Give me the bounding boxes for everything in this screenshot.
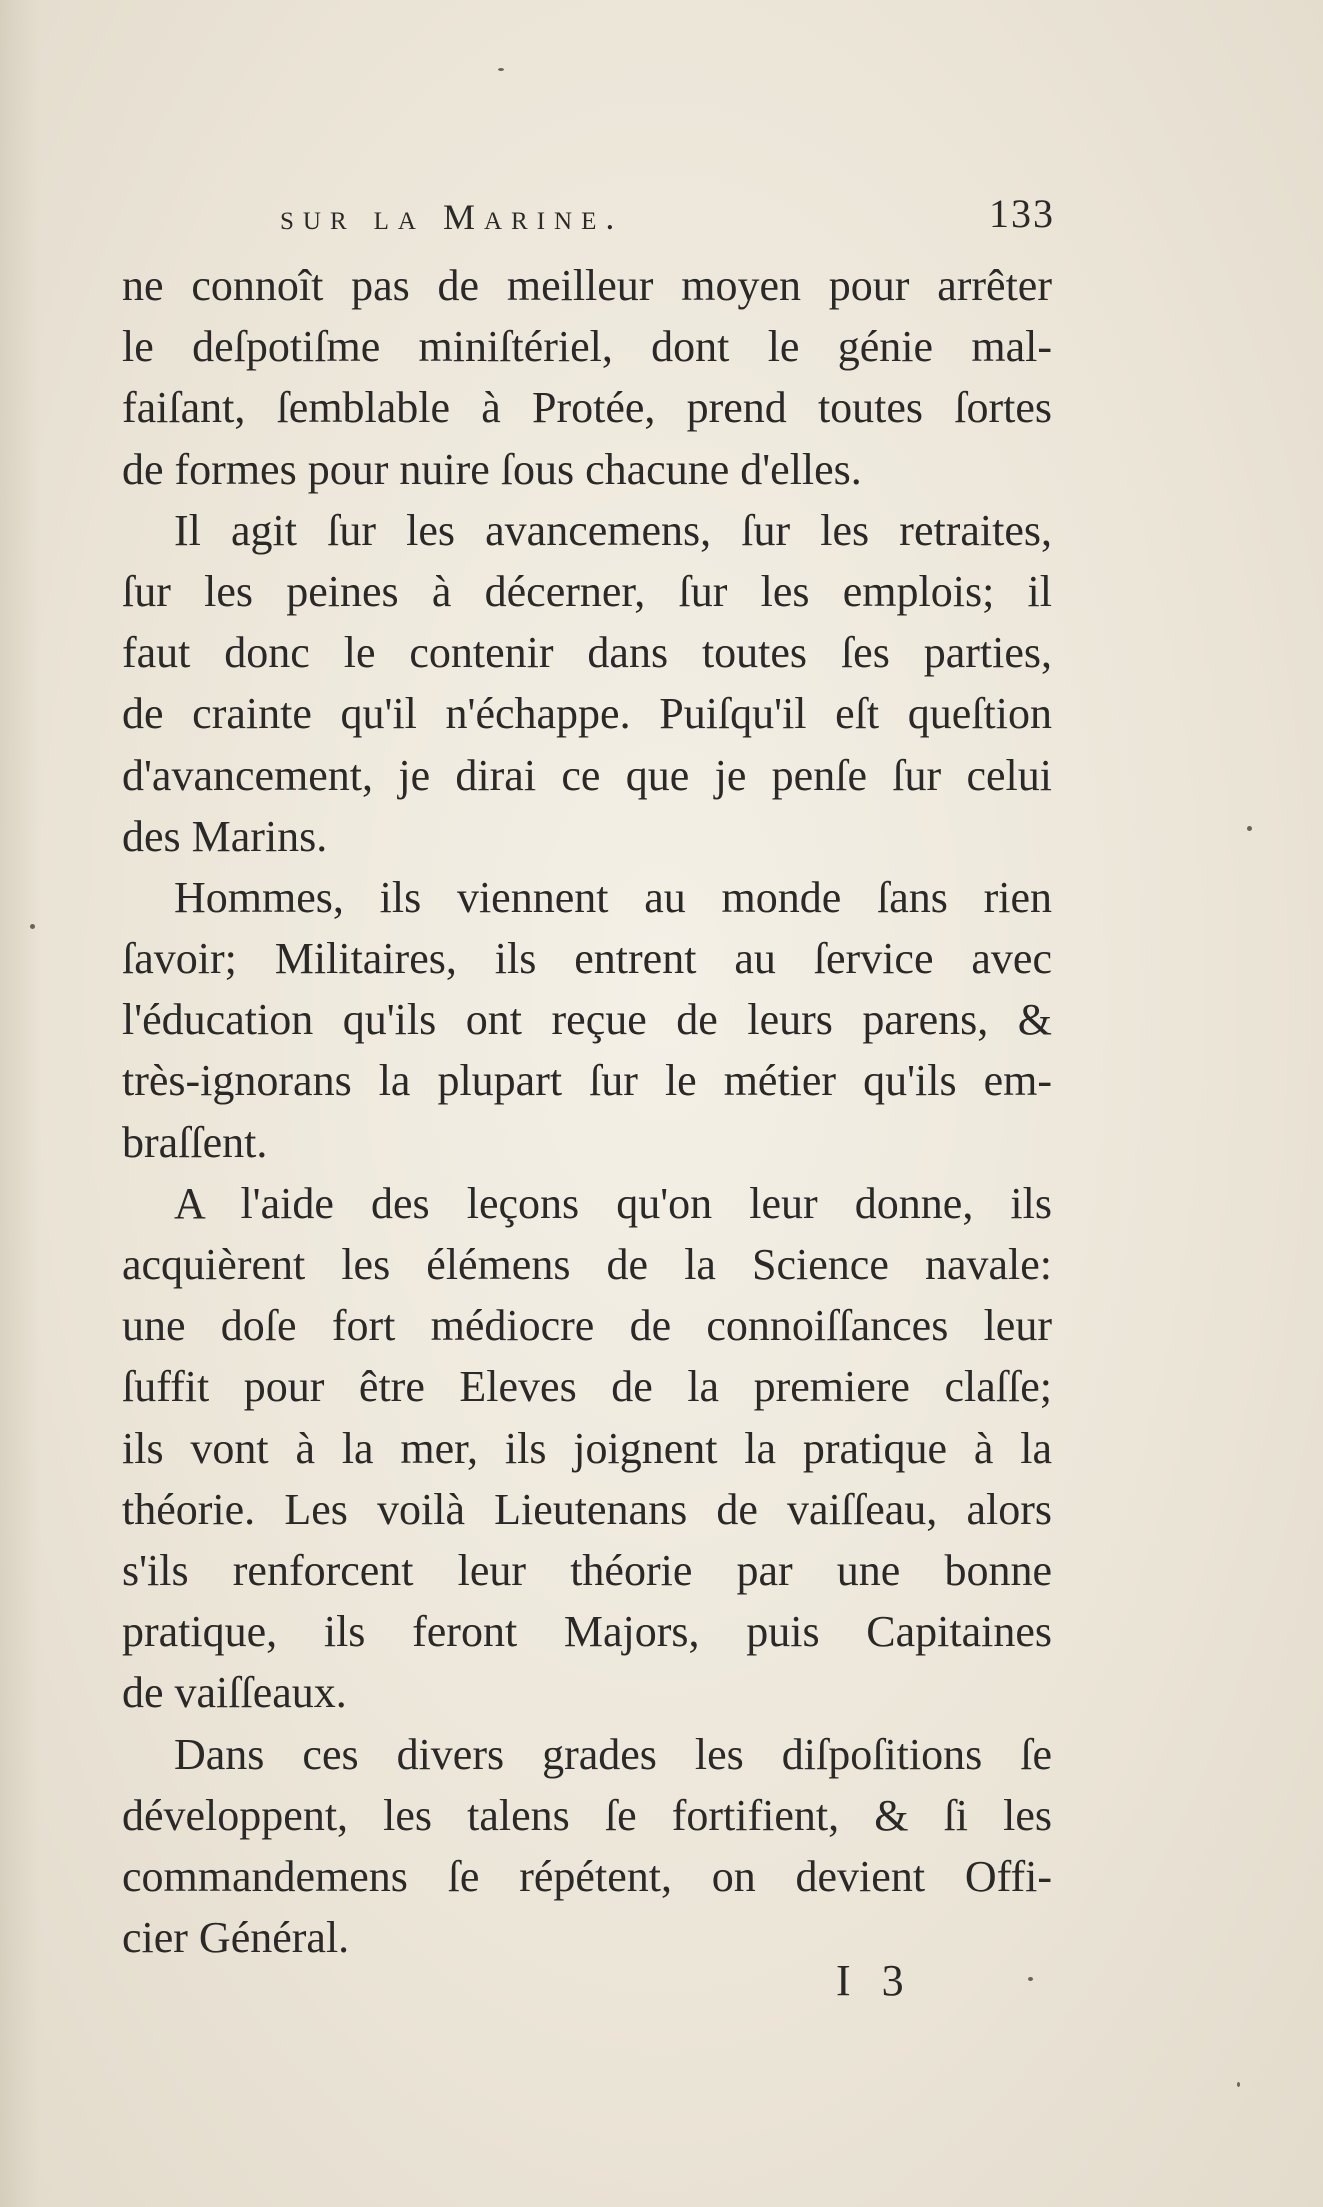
text-line: cier Général. [122, 1913, 350, 1963]
text-line: le deſpotiſme miniſtériel, dont le génie mal- [122, 322, 1052, 372]
text-line: de formes pour nuire ſous chacune d'elles. [122, 444, 862, 494]
paper-speck [1028, 1977, 1033, 1981]
paper-speck [498, 68, 504, 71]
paper-speck [30, 924, 35, 929]
page-gutter-shadow [0, 0, 40, 2207]
text-line: développent, les talens ſe fortifient, & ſi les [122, 1790, 1052, 1840]
paper-speck [1247, 826, 1252, 831]
text-line: braſſent. [122, 1117, 268, 1167]
text-line: faiſant, ſemblable à Protée, prend toutes ſortes [122, 383, 1052, 433]
body-text [122, 255, 1052, 1968]
text-line: Il agit ſur les avancemens, ſur les retraites, [174, 505, 1052, 555]
running-title: sur la Marine. [280, 197, 624, 237]
text-line: Dans ces divers grades les diſpoſitions ſe [174, 1729, 1052, 1779]
page-number: 133 [989, 191, 1055, 236]
text-line: des Marins. [122, 811, 328, 861]
text-line: théorie. Les voilà Lieutenans de vaiſſeau, alors [122, 1484, 1052, 1534]
text-line: s'ils renforcent leur théorie par une bonne [122, 1545, 1052, 1595]
text-line: commandemens ſe répétent, on devient Offi- [122, 1851, 1052, 1901]
text-line: ils vont à la mer, ils joignent la pratique à la [122, 1423, 1052, 1473]
text-line: l'éducation qu'ils ont reçue de leurs parens, & [122, 995, 1052, 1045]
text-line: pratique, ils feront Majors, puis Capitaines [122, 1607, 1052, 1657]
paper-speck [1237, 2082, 1240, 2087]
text-line: Hommes, ils viennent au monde ſans rien [174, 872, 1052, 922]
text-line: très-ignorans la plupart ſur le métier qu'ils em- [122, 1056, 1052, 1106]
text-line: ſavoir; Militaires, ils entrent au ſervice avec [122, 934, 1052, 984]
page-header [125, 182, 1065, 242]
signature-mark: I 3 [836, 1956, 914, 2005]
text-line: acquièrent les élémens de la Science navale: [122, 1240, 1052, 1289]
text-line: ſur les peines à décerner, ſur les emplois; il [122, 566, 1052, 616]
text-line: une doſe fort médiocre de connoiſſances leur [122, 1301, 1052, 1351]
text-line: faut donc le contenir dans toutes ſes parties, [122, 628, 1052, 678]
text-line: de vaiſſeaux. [122, 1668, 347, 1718]
text-line: d'avancement, je dirai ce que je penſe ſur celui [122, 750, 1052, 800]
text-line: ſuffit pour être Eleves de la premiere claſſe; [122, 1362, 1052, 1412]
text-line: ne connoît pas de meilleur moyen pour arrêter [122, 261, 1052, 310]
text-line: A l'aide des leçons qu'on leur donne, ils [174, 1178, 1052, 1228]
text-line: de crainte qu'il n'échappe. Puiſqu'il eſt queſtion [122, 689, 1052, 739]
